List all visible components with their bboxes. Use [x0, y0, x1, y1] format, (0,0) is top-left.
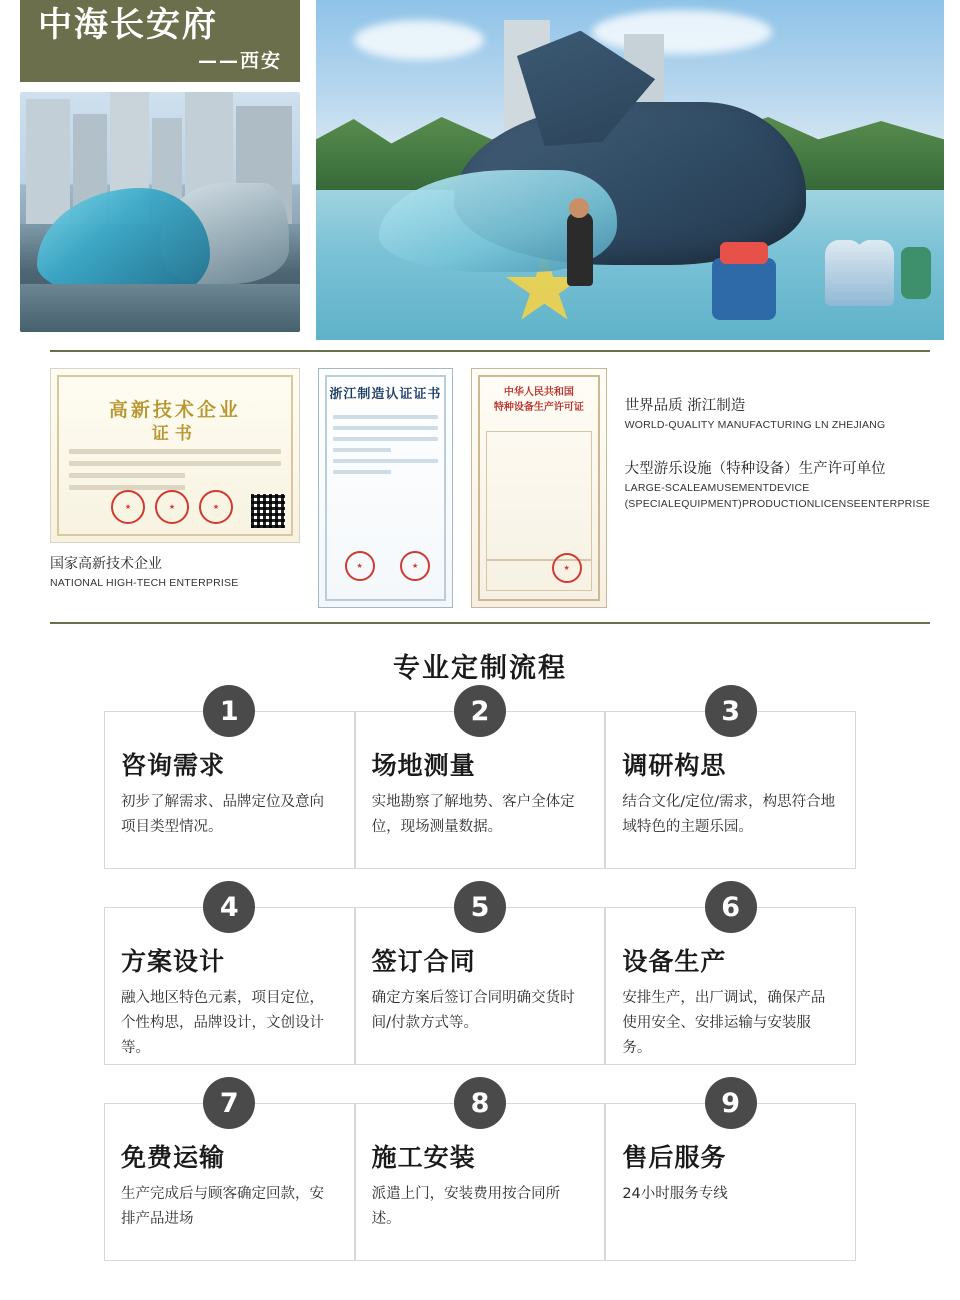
step-number-badge: 5	[454, 881, 506, 933]
process-section-title: 专业定制流程	[393, 653, 567, 684]
step-number-badge: 1	[203, 685, 255, 737]
step-description: 融入地区特色元素，项目定位，个性构思，品牌设计，文创设计等。	[121, 990, 324, 1056]
process-step-7	[104, 1087, 355, 1261]
step-title: 方案设计	[121, 947, 226, 976]
certificate-title	[472, 385, 605, 415]
certificate-fields	[333, 415, 438, 481]
step-title: 施工安装	[371, 1143, 476, 1172]
certificate-field-line	[333, 426, 438, 430]
process-step-4	[104, 891, 355, 1065]
step-title: 签订合同	[371, 947, 476, 976]
certificate-heading-top: 高新技术企业	[108, 399, 241, 421]
step-number-badge: 8	[454, 1077, 506, 1129]
hero-band	[0, 0, 960, 340]
certificate-title: 浙江制造认证证书	[329, 387, 442, 402]
step-description: 结合文化/定位/需求，构思符合地域特色的主题乐园。	[622, 794, 836, 835]
step-title: 场地测量	[371, 751, 476, 780]
play-figure	[856, 240, 894, 306]
spacer	[625, 431, 930, 457]
project-title-sub: ——西安	[197, 50, 282, 72]
certificate-field-line	[69, 461, 281, 466]
red-seal: ★	[111, 490, 145, 524]
certificate-field-line	[69, 449, 281, 454]
step-number-badge: 4	[203, 881, 255, 933]
step-title: 设备生产	[622, 947, 727, 976]
play-figure	[901, 247, 931, 299]
certificate-field-line	[333, 415, 438, 419]
step-description: 生产完成后与顾客确定回款，安排产品进场	[121, 1186, 324, 1227]
process-step-2	[355, 695, 606, 869]
process-step-1	[104, 695, 355, 869]
certificate-zhejiang-image	[318, 368, 453, 608]
certificate-special-equipment	[471, 368, 606, 608]
step-title: 咨询需求	[121, 751, 226, 780]
certificate-high-tech-image	[50, 368, 300, 543]
certificate-field-line	[333, 459, 438, 463]
step-description: 派遣上门，安装费用按合同所述。	[371, 1186, 561, 1227]
pavement	[20, 284, 300, 332]
step-title: 售后服务	[622, 1143, 727, 1172]
certificate-field-line	[333, 448, 391, 452]
process-step-6	[605, 891, 856, 1065]
step-number-badge: 3	[705, 685, 757, 737]
whale-playground-render	[316, 0, 944, 340]
certificate-field-line	[333, 470, 391, 474]
certificate-field-line	[69, 473, 185, 478]
qr-code	[251, 494, 285, 528]
certificate-text-block	[625, 368, 930, 608]
certificate-title-line2: 特种设备生产许可证	[493, 402, 584, 413]
step-description: 安排生产，出厂调试，确保产品使用安全、安排运输与安装服务。	[622, 990, 826, 1056]
installed-playground-photo	[20, 92, 300, 332]
certificate-title-line1: 中华人民共和国	[503, 387, 574, 398]
certificate-zhejiang-manufacture	[318, 368, 453, 608]
step-number-badge: 6	[705, 881, 757, 933]
process-step-9	[605, 1087, 856, 1261]
cloud-shape	[354, 20, 484, 60]
cert-text-cn-1: 世界品质 浙江制造	[624, 398, 746, 414]
red-seal: ★	[345, 551, 375, 581]
cert-text-cn-2: 大型游乐设施（特种设备）生产许可单位	[624, 461, 886, 477]
certificate-caption-en: NATIONAL HIGH-TECH ENTERPRISE	[50, 577, 239, 589]
cert-text-en-1: WORLD-QUALITY MANUFACTURING LN ZHEJIANG	[624, 419, 886, 431]
certificate-high-tech	[50, 368, 300, 608]
step-description: 初步了解需求、品牌定位及意向项目类型情况。	[121, 794, 324, 835]
process-step-3	[605, 695, 856, 869]
process-step-5	[355, 891, 606, 1065]
red-seal: ★	[400, 551, 430, 581]
certificate-caption-cn: 国家高新技术企业	[50, 556, 162, 572]
step-number-badge: 2	[454, 685, 506, 737]
step-title: 调研构思	[622, 751, 727, 780]
certificate-field-line	[333, 437, 438, 441]
red-seal: ★	[199, 490, 233, 524]
step-number-badge: 7	[203, 1077, 255, 1129]
hero-left-column	[20, 0, 300, 340]
cloud-shape	[592, 10, 772, 54]
building-silhouette	[26, 99, 71, 224]
certificate-special-equipment-image	[471, 368, 606, 608]
project-title-cn: 中海长安府	[38, 5, 218, 45]
step-description: 24小时服务专线	[622, 1186, 728, 1202]
child-figure	[567, 212, 593, 286]
step-description: 确定方案后签订合同明确交货时间/付款方式等。	[371, 990, 575, 1031]
red-seal: ★	[155, 490, 189, 524]
red-seal: ★	[552, 553, 582, 583]
certificates-section	[50, 350, 930, 624]
process-grid	[104, 695, 856, 1261]
play-chair	[712, 258, 776, 320]
certificate-body-box	[486, 431, 591, 561]
process-step-8	[355, 1087, 606, 1261]
certificate-heading-bottom: 证书	[151, 424, 198, 444]
project-title-block	[20, 0, 300, 82]
step-description: 实地勘察了解地势、客户全体定位，现场测量数据。	[371, 794, 575, 835]
cert-text-en-2: LARGE-SCALEAMUSEMENTDEVICE	[624, 482, 810, 494]
step-title: 免费运输	[121, 1143, 226, 1172]
cert-text-en-3: (SPECIALEQUIPMENT)PRODUCTIONLICENSEENTERPRISE	[624, 498, 930, 510]
step-number-badge: 9	[705, 1077, 757, 1129]
